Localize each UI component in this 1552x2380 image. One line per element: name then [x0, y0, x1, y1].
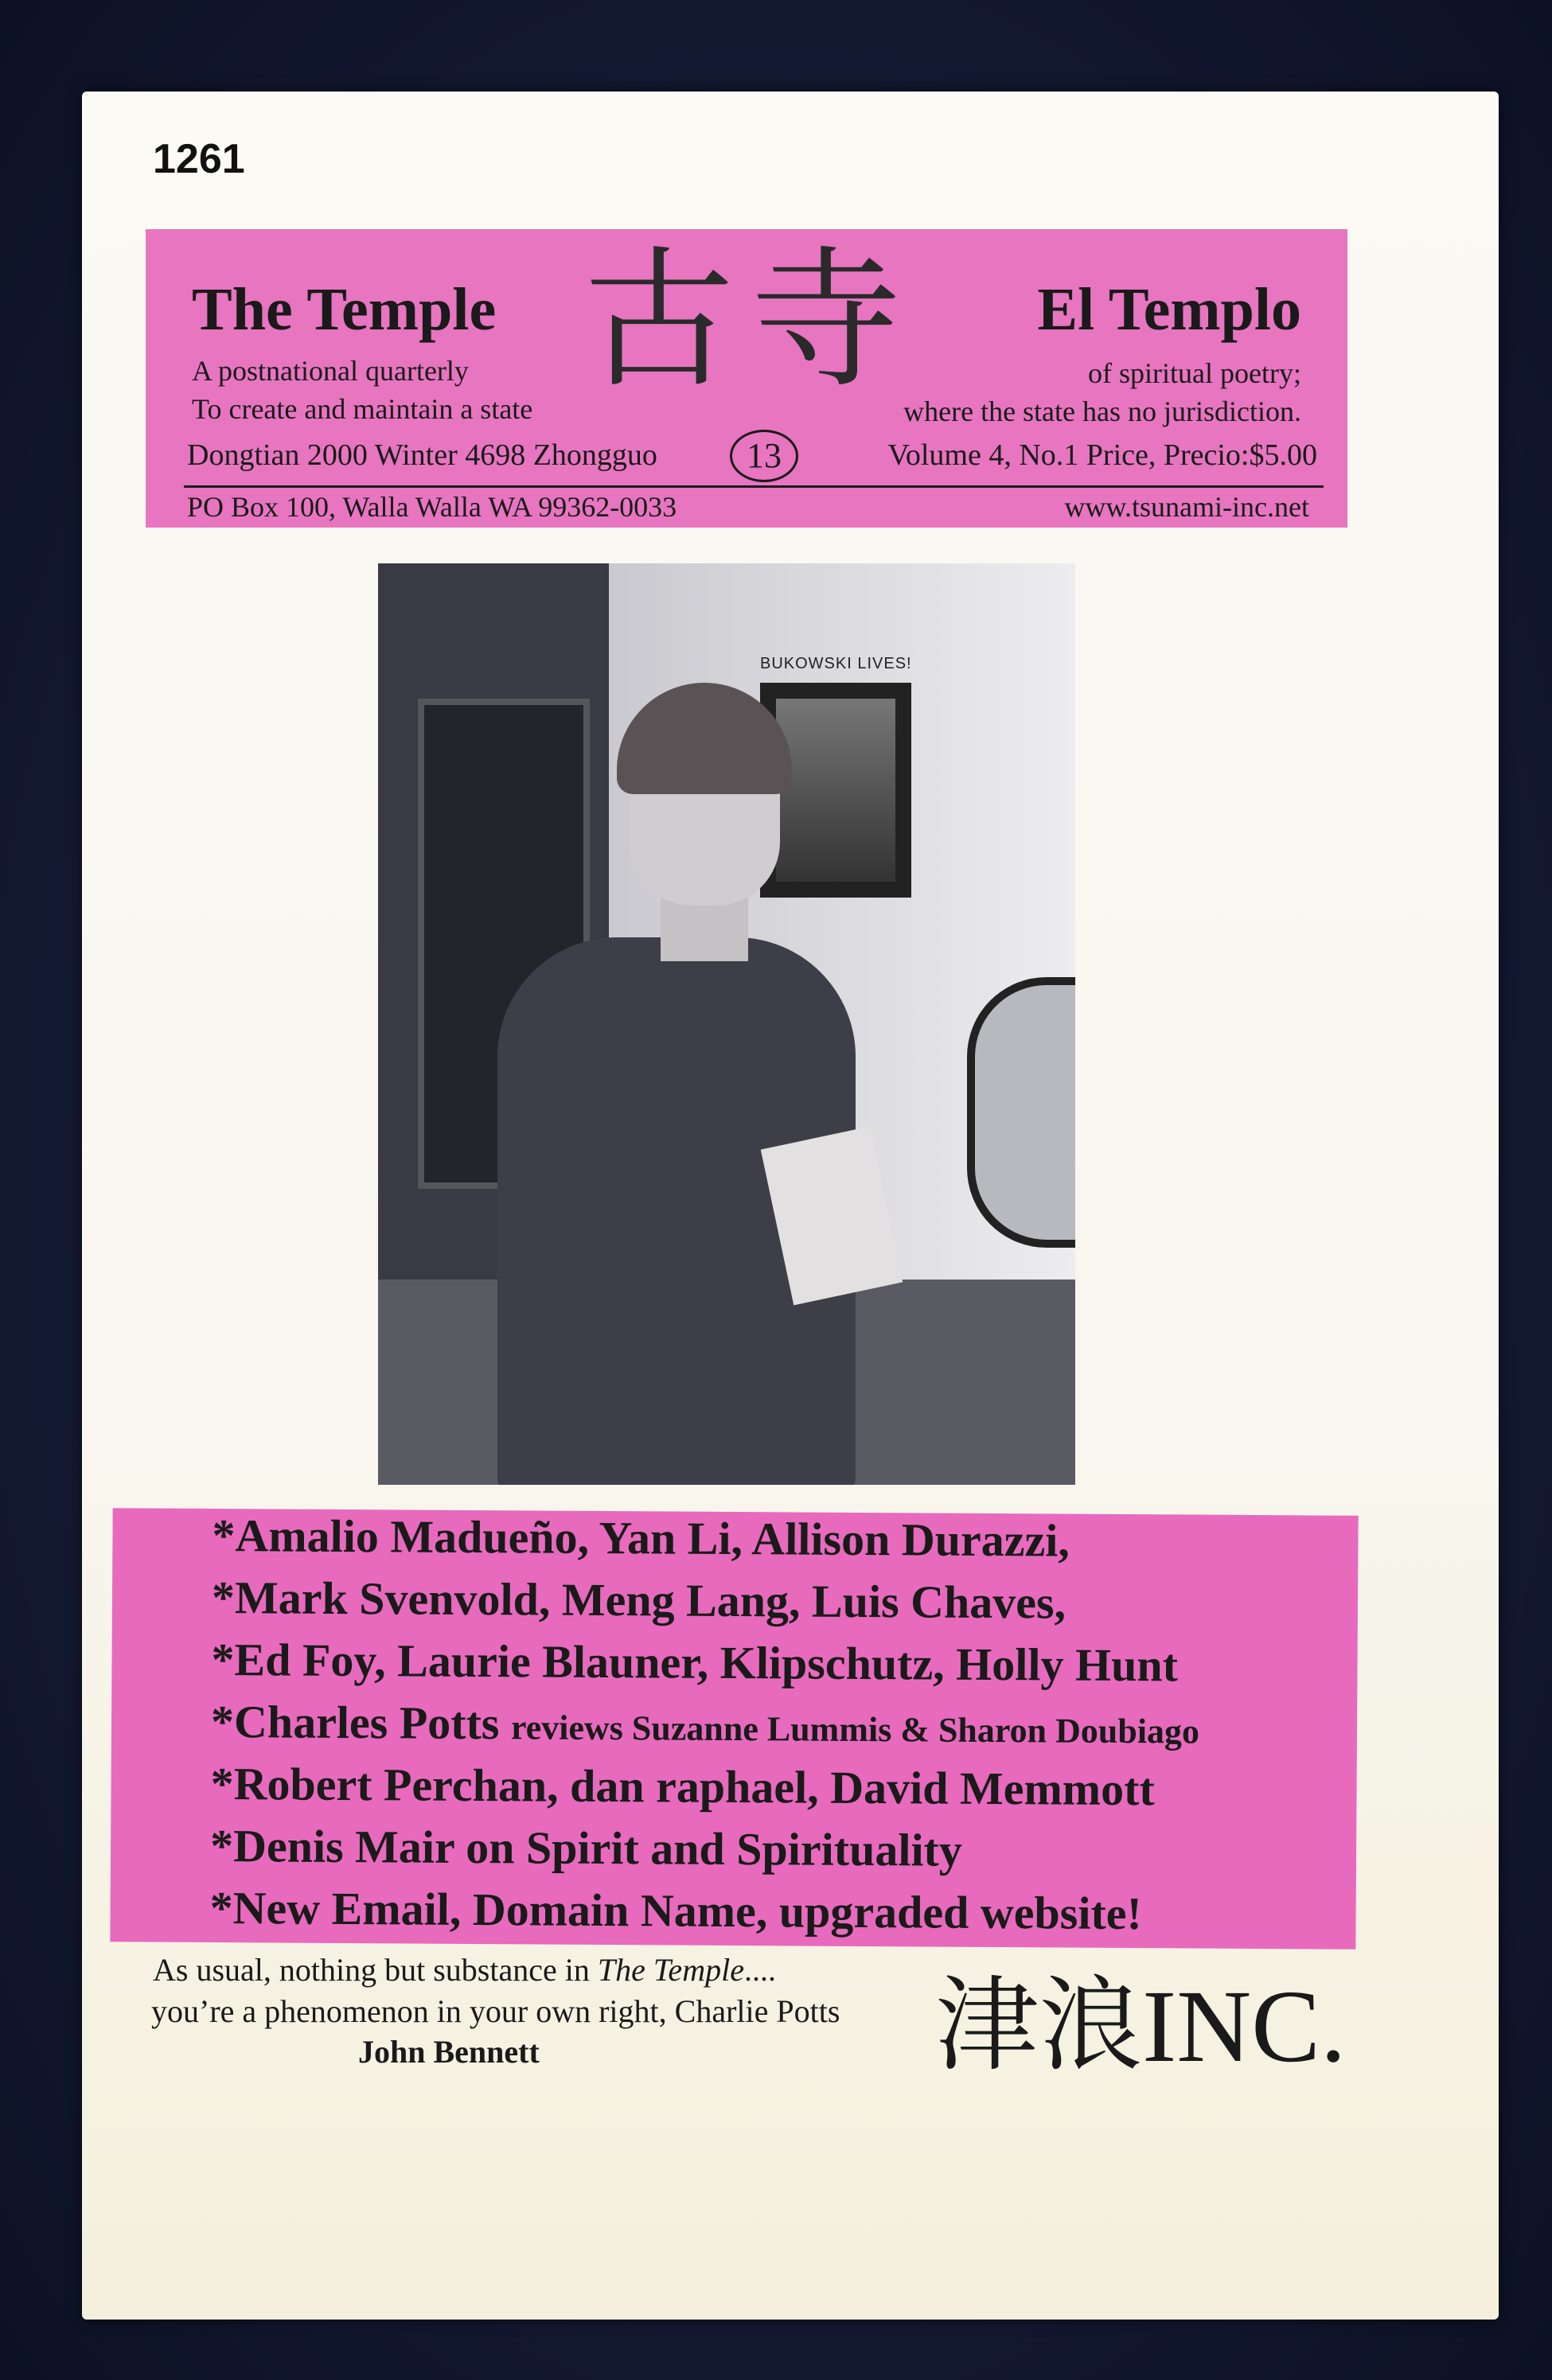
item-number-label: 1261 — [153, 136, 245, 182]
publisher-name-english: INC. — [1142, 1969, 1347, 2084]
contents-line: *Amalio Madueño, Yan Li, Allison Durazzi, — [212, 1509, 1070, 1567]
contents-line: *Mark Svenvold, Meng Lang, Luis Chaves, — [211, 1571, 1067, 1629]
date-line: Dongtian 2000 Winter 4698 Zhongguo — [187, 438, 657, 472]
subtitle-right-1: of spiritual poetry; — [1088, 357, 1301, 389]
subtitle-left-1: A postnational quarterly — [192, 355, 469, 387]
contents-line — [211, 1695, 1199, 1755]
po-box-address: PO Box 100, Walla Walla WA 99362-0033 — [187, 491, 677, 523]
subtitle-left-2: To create and maintain a state — [192, 393, 533, 425]
issue-number-badge: 13 — [730, 430, 798, 482]
title-chinese: 古寺 — [583, 232, 918, 408]
masthead — [146, 229, 1347, 528]
blurb-text: As usual, nothing but substance in — [153, 1952, 598, 1988]
photo-chair — [967, 977, 1075, 1248]
title-english: The Temple — [192, 276, 497, 343]
photo-poster-caption: BUKOWSKI LIVES! — [760, 655, 912, 672]
contents-author: *Charles Potts — [210, 1695, 512, 1750]
subtitle-right-2: where the state has no jurisdiction. — [903, 395, 1301, 427]
cover-photo — [378, 563, 1075, 1485]
title-spanish: El Templo — [1037, 276, 1301, 343]
contents-line: *Robert Perchan, dan raphael, David Memmott — [210, 1757, 1155, 1816]
contents-box — [110, 1508, 1358, 1950]
blurb-line-2: you’re a phenomenon in your own right, Charlie Potts — [151, 1993, 840, 2029]
contents-line: *Denis Mair on Spirit and Spirituality — [209, 1819, 963, 1876]
contents-review-note: reviews Suzanne Lummis & Sharon Doubiago — [510, 1708, 1200, 1751]
volume-price: Volume 4, No.1 Price, Precio:$5.00 — [887, 438, 1317, 472]
website-url: www.tsunami-inc.net — [1064, 491, 1309, 523]
masthead-divider — [184, 485, 1324, 488]
contents-line: *Ed Foy, Laurie Blauner, Klipschutz, Holly Hunt — [211, 1633, 1179, 1692]
blurb-line-1 — [153, 1951, 776, 1989]
contents-line: *New Email, Domain Name, upgraded website! — [209, 1881, 1143, 1940]
blurb-ellipsis: .... — [743, 1952, 776, 1988]
publisher-logo — [935, 1965, 1347, 2086]
blurb-title-italic: The Temple — [597, 1952, 744, 1988]
publisher-name-chinese: 津浪 — [935, 1965, 1143, 2086]
photo-poster-image — [776, 699, 895, 882]
blurb-attribution: John Bennett — [358, 2034, 540, 2070]
